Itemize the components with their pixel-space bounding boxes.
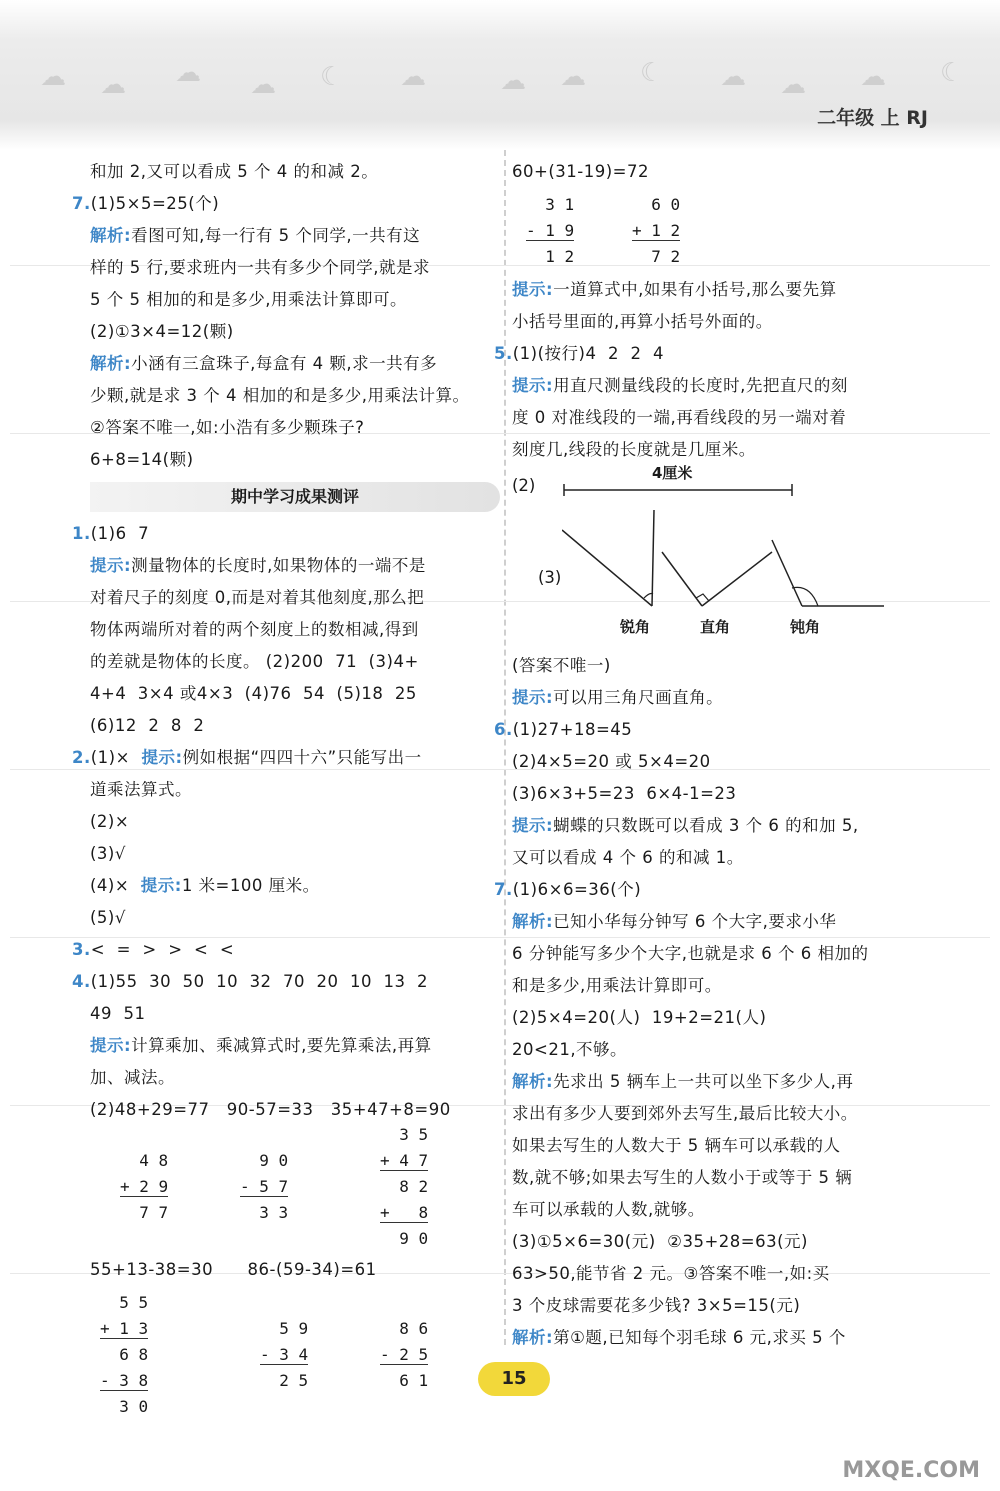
answer: < = > > < <: [90, 940, 235, 959]
segment-line: [562, 482, 802, 502]
question-number: 6.: [494, 720, 513, 739]
hint-label: 提示:: [512, 816, 554, 835]
cloud-icon: ☁: [860, 62, 886, 92]
hint-text: 的差就是物体的长度。 (2)200 71 (3)4+: [90, 652, 419, 671]
hint-text: 计算乘加、乘减算式时,要先算乘法,再算: [131, 1036, 432, 1055]
hint-text: 例如根据“四四十六”只能写出一: [182, 748, 422, 767]
vertical-calc: 3 5 + 4 7 8 2 + 8 9 0: [380, 1125, 429, 1248]
page-header: [0, 0, 1000, 150]
answer: (2)4×5=20 或 5×4=20: [512, 752, 711, 771]
hint-text: 又可以看成 4 个 6 的和减 1。: [512, 848, 744, 867]
vertical-calculations: [512, 188, 952, 274]
answer: (4)×: [90, 876, 130, 895]
cloud-icon: ☁: [175, 58, 201, 88]
hint-text: 物体两端所对着的两个刻度上的数相减,得到: [90, 620, 419, 639]
moon-icon: ☾: [640, 58, 664, 88]
analysis-text: 车可以承载的人数,就够。: [512, 1200, 705, 1219]
answer: (3)√: [90, 844, 126, 863]
vertical-calculations: [90, 1286, 500, 1426]
analysis-label: 解析:: [512, 1328, 554, 1347]
vertical-calc: 5 5 + 1 3 6 8 - 3 8 3 0: [100, 1293, 149, 1416]
answer: 63>50,能节省 2 元。③答案不唯一,如:买: [512, 1264, 830, 1283]
question-number: 7.: [72, 194, 91, 213]
hint-label: 提示:: [512, 280, 554, 299]
answer: (1)5×5=25(个): [90, 194, 220, 213]
vertical-calc: 9 0 - 5 7 3 3: [240, 1151, 289, 1222]
answer: 4+4 3×4 或4×3 (4)76 54 (5)18 25: [90, 684, 417, 703]
page-number: 15: [478, 1362, 550, 1396]
angle-label: 锐角: [620, 618, 651, 636]
angle-label: 钝角: [790, 618, 821, 636]
analysis-text: 样的 5 行,要求班内一共有多少个同学,就是求: [90, 258, 430, 277]
cloud-icon: ☁: [780, 70, 806, 100]
left-column: [72, 156, 500, 1426]
watermark: MXQE.COM: [842, 1458, 980, 1483]
right-column: [494, 156, 952, 1354]
answer: (1)6×6=36(个): [512, 880, 642, 899]
analysis-text: 如果去写生的人数大于 5 辆车可以承载的人: [512, 1136, 841, 1155]
hint-text: 加、减法。: [90, 1068, 175, 1087]
hint-text: 度 0 对准线段的一端,再看线段的另一端对着: [512, 408, 847, 427]
question-number: 5.: [494, 344, 513, 363]
vertical-calculations: [90, 1126, 500, 1254]
cloud-icon: ☁: [560, 62, 586, 92]
answer: 3 个皮球需要花多少钱? 3×5=15(元): [512, 1296, 801, 1315]
answer: (2)5×4=20(人) 19+2=21(人): [512, 1008, 767, 1027]
answer: (2)①3×4=12(颗): [90, 322, 234, 341]
moon-icon: ☾: [940, 58, 964, 88]
analysis-text: 求出有多少人要到郊外去写生,最后比较大小。: [512, 1104, 858, 1123]
answer: (1)6 7: [90, 524, 150, 543]
analysis-text: 看图可知,每一行有 5 个同学,一共有这: [131, 226, 421, 245]
hint-text: 用直尺测量线段的长度时,先把直尺的刻: [553, 376, 848, 395]
analysis-label: 解析:: [512, 1072, 554, 1091]
analysis-text: 数,就不够;如果去写生的人数小于或等于 5 辆: [512, 1168, 853, 1187]
right-angle: [662, 552, 772, 606]
cloud-icon: ☁: [720, 62, 746, 92]
analysis-text: 和是多少,用乘法计算即可。: [512, 976, 722, 995]
analysis-label: 解析:: [512, 912, 554, 931]
answer: 60+(31-19)=72: [512, 162, 649, 181]
cloud-icon: ☁: [500, 66, 526, 96]
answer: 6+8=14(颗): [90, 450, 194, 469]
question-number: 3.: [72, 940, 91, 959]
hint-text: 道乘法算式。: [90, 780, 192, 799]
question-number: 4.: [72, 972, 91, 991]
hint-text: 对着尺子的刻度 0,而是对着其他刻度,那么把: [90, 588, 425, 607]
hint-label: 提示:: [90, 1036, 132, 1055]
acute-angle: [562, 510, 654, 606]
hint-label: 提示:: [512, 376, 554, 395]
vertical-calc: 5 9 - 3 4 2 5: [260, 1319, 309, 1390]
answer: (答案不唯一): [512, 656, 611, 675]
analysis-text: 第①题,已知每个羽毛球 6 元,求买 5 个: [553, 1328, 846, 1347]
hint-text: 小括号里面的,再算小括号外面的。: [512, 312, 773, 331]
answer: ②答案不唯一,如:小浩有多少颗珠子?: [90, 418, 365, 437]
column-divider: [504, 150, 506, 1345]
text-line: 和加 2,又可以看成 5 个 4 的和减 2。: [90, 162, 379, 181]
answer: (2)×: [90, 812, 130, 831]
hint-text: 蝴蝶的只数既可以看成 3 个 6 的和加 5,: [553, 816, 859, 835]
section-title: 期中学习成果测评: [90, 482, 500, 512]
answer: (3)①5×6=30(元) ②35+28=63(元): [512, 1232, 808, 1251]
question-number: 7.: [494, 880, 513, 899]
part-label: (3): [538, 568, 562, 587]
part-label: (2): [512, 476, 536, 495]
segment-figure: [512, 466, 952, 510]
hint-text: 一道算式中,如果有小括号,那么要先算: [553, 280, 837, 299]
hint-text: 刻度几,线段的长度就是几厘米。: [512, 440, 756, 459]
cloud-icon: ☁: [400, 62, 426, 92]
analysis-text: 6 分钟能写多少个大字,也就是求 6 个 6 相加的: [512, 944, 869, 963]
hint-label: 提示:: [140, 876, 182, 895]
analysis-text: 小涵有三盒珠子,每盒有 4 颗,求一共有多: [131, 354, 438, 373]
hint-text: 可以用三角尺画直角。: [553, 688, 724, 707]
obtuse-angle: [772, 540, 884, 606]
answer: (6)12 2 8 2: [90, 716, 205, 735]
hint-text: 测量物体的长度时,如果物体的一端不是: [131, 556, 426, 575]
cloud-icon: ☁: [100, 70, 126, 100]
cloud-icon: ☁: [40, 62, 66, 92]
analysis-label: 解析:: [90, 354, 132, 373]
answer: 49 51: [90, 1004, 146, 1023]
hint-label: 提示:: [512, 688, 554, 707]
analysis-text: 少颗,就是求 3 个 4 相加的和是多少,用乘法计算。: [90, 386, 470, 405]
answer: (2)48+29=77 90-57=33 35+47+8=90: [90, 1100, 451, 1119]
answer: (3)6×3+5=23 6×4-1=23: [512, 784, 737, 803]
hint-text: 1 米=100 厘米。: [181, 876, 320, 895]
vertical-calc: 6 0 + 1 2 7 2: [632, 195, 681, 266]
hint-label: 提示:: [141, 748, 183, 767]
question-number: 2.: [72, 748, 91, 767]
angle-label: 直角: [700, 618, 731, 636]
angles-figure: [512, 510, 952, 650]
analysis-text: 5 个 5 相加的和是多少,用乘法计算即可。: [90, 290, 407, 309]
answer: (1)(按行)4 2 2 4: [512, 344, 664, 363]
analysis-label: 解析:: [90, 226, 132, 245]
analysis-text: 已知小华每分钟写 6 个大字,要求小华: [553, 912, 837, 931]
analysis-text: 先求出 5 辆车上一共可以坐下多少人,再: [553, 1072, 854, 1091]
vertical-calc: 8 6 - 2 5 6 1: [380, 1319, 429, 1390]
answer: (1)×: [90, 748, 130, 767]
segment-label: 4厘米: [652, 464, 693, 482]
moon-icon: ☾: [320, 62, 344, 92]
grade-label: 二年级 上 RJ: [817, 107, 928, 129]
answer: 55+13-38=30 86-(59-34)=61: [90, 1260, 377, 1279]
question-number: 1.: [72, 524, 91, 543]
hint-label: 提示:: [90, 556, 132, 575]
answer: 20<21,不够。: [512, 1040, 628, 1059]
cloud-icon: ☁: [250, 70, 276, 100]
vertical-calc: 4 8 + 2 9 7 7: [120, 1151, 169, 1222]
answer: (5)√: [90, 908, 126, 927]
answer: (1)55 30 50 10 32 70 20 10 13 2: [90, 972, 428, 991]
vertical-calc: 3 1 - 1 9 1 2: [526, 195, 575, 266]
answer: (1)27+18=45: [512, 720, 633, 739]
